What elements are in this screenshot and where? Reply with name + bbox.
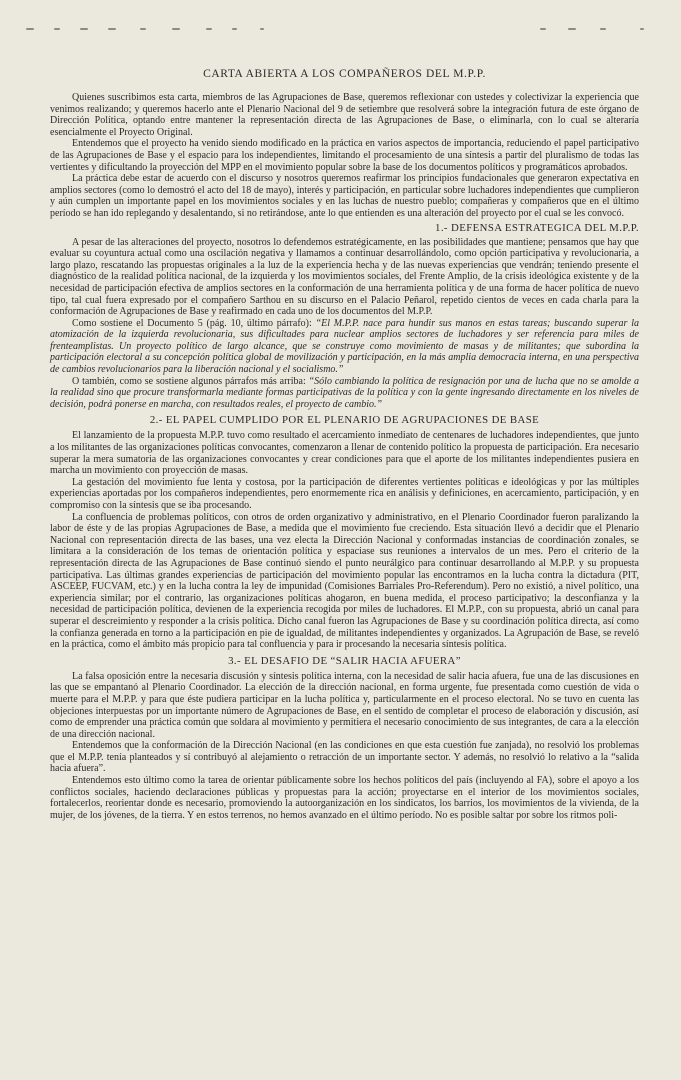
section-2-heading: 2.- EL PAPEL CUMPLIDO POR EL PLENARIO DE AGRUPACIONES DE BASE — [149, 414, 540, 427]
quote-lead: O también, como se sostiene algunos párrafos más arriba: — [72, 375, 309, 387]
section-3-heading: 3.- EL DESAFIO DE “SALIR HACIA AFUERA” — [228, 654, 461, 667]
scan-marks — [20, 28, 661, 38]
section-2-paragraph-1: El lanzamiento de la propuesta M.P.P. tuvo como resultado el acercamiento inmediato de centenares de luchadores independientes, que junto a los militantes de las organizaciones políticas convocantes, comenzaron a llenar de contenido político la propuesta de participación. Era necesario superar la mera sumatoria de las organizaciones convocantes y crear condiciones para que el aporte de los militantes independientes pusiera en marcha un movimiento con proyección de masas. — [50, 430, 639, 477]
section-2-paragraph-2: La gestación del movimiento fue lenta y costosa, por la participación de diferentes vertientes políticas e ideológicas y por las múltiples experiencias aportadas por los compañeros independientes, pero enormemente rica en análisis y definiciones, en acercamiento, participación, y en compromiso con la síntesis que se iba procesando. — [50, 476, 639, 511]
quote-lead: Como sostiene el Documento 5 (pág. 10, último párrafo): — [72, 317, 316, 329]
intro-paragraph-2: Entendemos que el proyecto ha venido siendo modificado en la práctica en varios aspectos de importancia, reduciendo el papel participativo de las Agrupaciones de Base y el espacio para los independientes, limitando el procesamiento de una síntesis a partir del pluralismo de todas las vertientes y dificultando la proyección del MPP en el movimiento popular sobre la base de los documentos políticos y programáticos aprobados. — [50, 138, 639, 173]
second-quote: “Sólo cambiando la política de resignación por una de lucha que no se amolde a la realidad sino que procure transformarla mediante formas participativas de la política y con la gente ingresando directamente en los niveles de decisión, podrá ponerse en marcha, con resultados reales, el proyecto de cambio.” — [50, 375, 639, 410]
intro-paragraph-1: Quienes suscribimos esta carta, miembros de las Agrupaciones de Base, queremos reflexionar con ustedes y colectivizar la experiencia que venimos realizando; y queremos hacerlo ante el Plenario Nacional del 9 de setiembre que resolverá sobre la integración futura de este órgano de Dirección Política, optando entre mantener la representación directa de las Agrupaciones de Base, o eliminarla, con lo cual se alteraría esencialmente el Proyecto Original. — [50, 92, 639, 138]
section-3-paragraph-1: La falsa oposición entre la necesaria discusión y síntesis política interna, con la necesidad de salir hacia afuera, fue una de las discusiones en las que se empantanó al Plenario Coordinador. La elección de la dirección nacional, en forma urgente, fue presentada como cuestión de vida o muerte para el M.P.P. y para que éste pudiera participar en la lucha política y, particularmente en el proceso electoral. No se tuvo en cuenta las objeciones interpuestas por un importante número de Agrupaciones de Base, en el sentido de completar el proceso de elaboración y discusión, así como de emprender una práctica común que soldara al movimiento y permitiera el necesario conocimiento de sus integrantes, de cara a la elección de una dirección nacional. — [50, 670, 639, 740]
section-3-paragraph-2: Entendemos que la conformación de la Dirección Nacional (en las condiciones en que esta cuestión fue zanjada), no resolvió los problemas que el M.P.P. tenía planteados y sí contribuyó al alejamiento o retracción de un importante sector. Y además, no resolvió lo relativo a la “salida hacia afuera”. — [50, 740, 639, 775]
section-2-paragraph-3: La confluencia de problemas políticos, con otros de orden organizativo y administrativo, en el Plenario Coordinador fueron paralizando la labor de éste y de las propias Agrupaciones de Base, a medida que el movimiento fue creciendo. Esta situación llevó a decidir que el Plenario Nacional con representación directa de las bases, una vez electa la Dirección Nacional y conformadas instancias de coordinación zonales, se limitara a la consideración de los temas de orientación política y espaciase sus reuniones a intervalos de un mes. Pero el criterio de la representación directa de las Agrupaciones de Base continuó siendo el punto neurálgico para continuar desarrollando al M.P.P. y su propuesta participativa. Las últimas grandes experiencias de participación del movimiento popular las encontramos en la lucha contra la dictadura (PIT, ASCEEP, FUCVAM, etc.) y en la lucha contra la ley de impunidad (Comisiones Barriales Pro-Referendum). Pero no existió, a nivel político, una experiencia similar; por el contrario, las organizaciones políticas ahogaron, en buena medida, el proceso participativo; la desconfianza y la necesidad de participación política, devienen de la experiencia recogida por miles de luchadores. El M.P.P., con su propuesta, abrió un canal para superar el descreimiento y responder a la crisis política. Dicho canal fueron las Agrupaciones de Base y su coordinación política directa, así como la confianza generada en torno a la participación en pie de igualdad, de militantes independientes y organizados. La Agrupación de Base, se reveló en la práctica, como el ámbito más propicio para tal confluencia y para ir procesando la necesaria síntesis política. — [50, 511, 639, 651]
document-5-quote: “El M.P.P. nace para hundir sus manos en estas tareas; buscando superar la atomización de la izquierda revolucionaria, sus dificultades para nuclear amplios sectores de luchadores y ser referencia para miles de frenteamplistas. Un proyecto político de largo alcance, que se construye como movimiento de masas y de militantes; que subordina la participación electoral a su concepción política global de movilización y participación, en la más amplia democracia interna, en una perspectiva de cambios revolucionarios para la liberación nacional y el socialismo.” — [50, 317, 639, 376]
intro-paragraph-3: La práctica debe estar de acuerdo con el discurso y nosotros queremos reafirmar los principios fundacionales que generaron expectativa en amplios sectores (como lo demostró el acto del 18 de mayo), interés y participación, en particular sobre luchadores independientes que cumplieron y aún cumplen un importante papel en los movimientos sociales y en las luchas de nuestro pueblo; compañeras y compañeros que en el último período se han ido replegando y desalentando, si no retirándose, ante lo que entienden es una alteración del proyecto por el cual se les convocó. — [50, 173, 639, 219]
letter-title: CARTA ABIERTA A LOS COMPAÑEROS DEL M.P.P. — [203, 68, 486, 80]
section-1-paragraph-2 — [50, 318, 639, 376]
section-1-paragraph-3 — [50, 376, 639, 411]
section-1-paragraph-1: A pesar de las alteraciones del proyecto, nosotros lo defendemos estratégicamente, en las posibilidades que mantiene; pensamos que hay que evaluar su coyuntura actual como una oscilación negativa y llamamos a continuar desarrollándolo, como opción participativa y revolucionaria, a largo plazo, rescatando las propuestas originales a la luz de la experiencia hecha y de las nuevas experiencias que vendrán; teniendo presente el diagnóstico de la realidad política nacional, de la izquierda y los movimientos sociales, del Frente Amplio, de la crisis ideológica existente y de la necesidad de participación efectiva de amplios sectores en la conformación de una herramienta política y de una forma de hacer política de nuevo tipo, tal cual fuera expresado por el compañero Sarthou en su discurso en el Palacio Peñarol, repetido cientos de veces en cada charla para la conformación de Agrupaciones de Base y reafirmado en cada uno de los documentos del M.P.P. — [50, 236, 639, 318]
section-1-heading: 1.- DEFENSA ESTRATEGICA DEL M.P.P. — [435, 221, 639, 234]
section-3-paragraph-3: Entendemos esto último como la tarea de orientar públicamente sobre los hechos políticos del país (incluyendo al FA), sobre el apoyo a los conflictos sociales, haciendo declaraciones públicas y propuestas para la acción; proyectarse en el interior de los movimientos sociales, fortalecerlos, reorientar donde es necesario, promoviendo la autoorganización en los sindicatos, los barrios, los movimientos de la vivienda, de la mujer, de los jóvenes, de la tierra. Y en estos terrenos, no hemos avanzado en el último período. No es posible saltar por sobre los ritmos poli- — [50, 775, 639, 821]
